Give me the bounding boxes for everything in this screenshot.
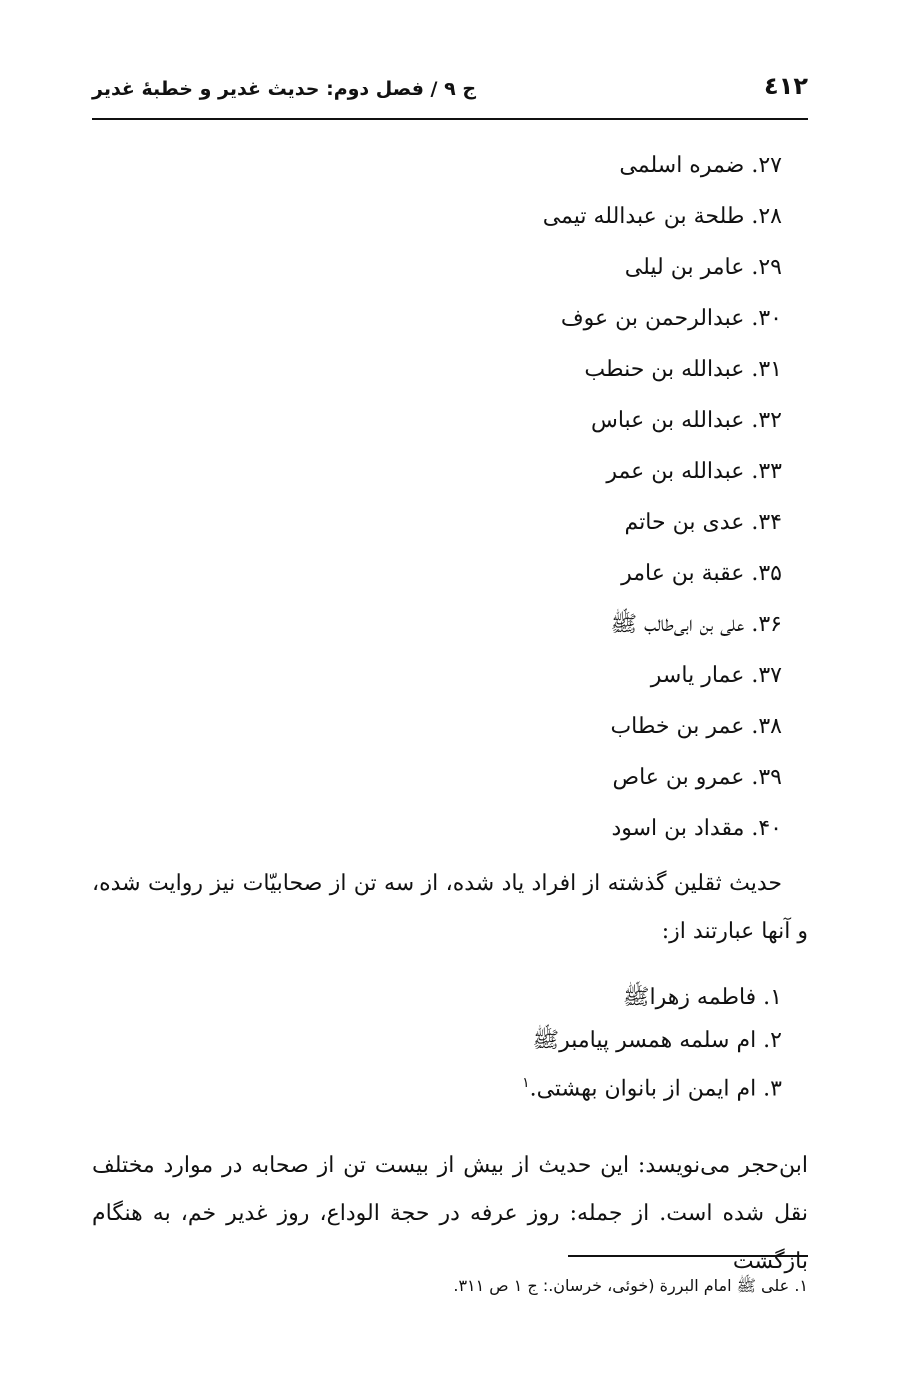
list-item — [282, 1062, 782, 1105]
list-item: ۳۸. عمر بن خطاب — [610, 714, 782, 739]
body-paragraph — [92, 860, 808, 956]
paragraph-text: ابن‌حجر می‌نویسد: این حدیث از بیش از بیست تن از صحابه در موارد مختلف نقل شده است. از جمله: روز عرفه در حجة الوداع، روز غدیر خم، به هنگام بازگشت — [92, 1153, 808, 1274]
list-item: ۳۴. عدی بن حاتم — [624, 510, 782, 535]
page-header — [92, 70, 808, 120]
list-item: ۲۹. عامر بن لیلی — [624, 255, 782, 280]
footnote: ۱. علی ﷺ امام البررة (خوئی، خرسان.: ج ۱ ص ۳۱۱. — [453, 1276, 808, 1295]
list-item: ۲. ام سلمه همسر پیامبرﷺ — [532, 1028, 782, 1053]
body-paragraph — [92, 1142, 808, 1286]
list-item: ۳۷. عمار یاسر — [650, 663, 782, 688]
page-number: ٤١٢ — [764, 72, 808, 100]
list-item: ۴۰. مقداد بن اسود — [611, 816, 782, 841]
running-title: ج ۹ / فصل دوم: حدیث غدیر و خطبۀ غدیر — [92, 78, 477, 100]
list-item: ۲۷. ضمره اسلمی — [619, 153, 782, 178]
list-item: ۳۶. علی بن ابی‌طالب ﷺ — [610, 612, 782, 637]
list-item: ۲۸. طلحة بن عبدالله تیمی — [542, 204, 782, 229]
list-item: ۳۵. عقبة بن عامر — [621, 561, 782, 586]
companions-list — [282, 140, 782, 854]
footnote-divider — [568, 1255, 808, 1257]
list-item: ۳۹. عمرو بن عاص — [612, 765, 782, 790]
list-item: ۳۰. عبدالرحمن بن عوف — [560, 306, 782, 331]
footnote-marker: ۱ — [522, 1075, 530, 1091]
list-item: ۳۲. عبدالله بن عباس — [590, 408, 782, 433]
list-item: ۳۱. عبدالله بن حنطب — [584, 357, 782, 382]
list-item: ۱. فاطمه زهراﷺ — [622, 985, 782, 1010]
women-companions-list — [282, 976, 782, 1105]
list-item: ۳۳. عبدالله بن عمر — [606, 459, 782, 484]
list-item-text: ۳. ام ایمن از بانوان بهشتی. — [529, 1076, 782, 1102]
paragraph-text: حدیث ثقلین گذشته از افراد یاد شده، از سه تن از صحابیّات نیز روایت شده، و آنها عبارتند از: — [92, 871, 808, 944]
